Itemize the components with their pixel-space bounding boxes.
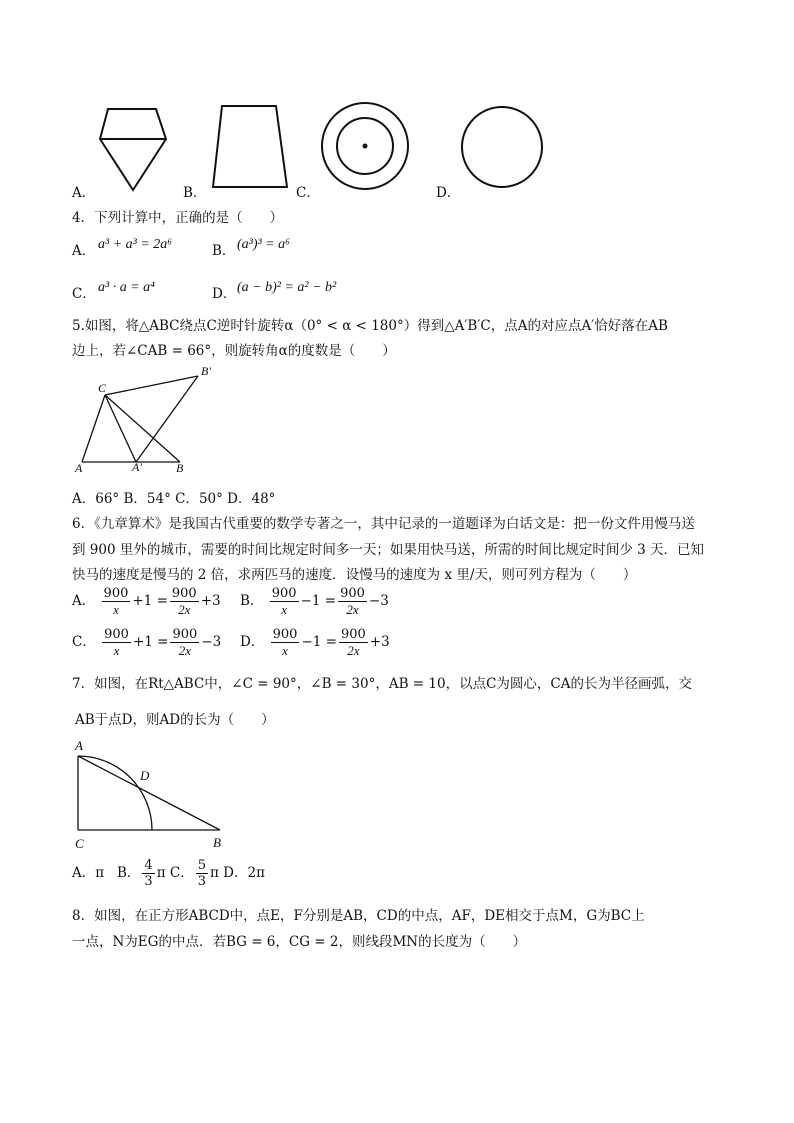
q3-option-b: B． [183,185,207,201]
q5-label-c: C [98,381,107,395]
q7-label-a: A [75,738,83,753]
q7-label-c: C [75,836,84,851]
q3-figure-c-center-dot [363,144,368,149]
q4-option-b-expr: (a³)³ = a⁶ [237,237,291,252]
q3-option-a: A． [72,185,96,201]
q3-figure-d-circle [462,107,542,187]
q4-option-b-label: B． [212,243,236,259]
q8-line1: 8．如图，在正方形ABCD中，点E，F分别是AB，CD的中点，AF，DE相交于点M，G为BC上 [72,908,645,924]
q6-option-d: D． $\frac{900}{x}$ −1 = $\frac{900}{2x}$ +3 [240,627,390,658]
q8-line2: 一点，N为EG的中点．若BG = 6，CG = 2，则线段MN的长度为（ ） [72,934,527,950]
q3-option-d: D． [436,185,461,201]
q4-option-a-expr: a³ + a³ = 2a⁶ [98,237,173,252]
q3-figure-b-trapezoid [213,106,287,187]
q4-option-c-label: C． [72,286,96,302]
q4-option-d-expr: (a − b)² = a² − b² [237,280,337,295]
q6-option-b: B． $\frac{900}{x}$ −1 = $\frac{900}{2x}$ −3 [240,586,389,617]
q4-stem: 4．下列计算中，正确的是（ ） [72,210,284,226]
q5-options: A．66° B．54° C．50° D．48° [72,491,276,507]
q5-label-b: B [176,461,184,475]
q6-option-a: A． $\frac{900}{x}$ +1 = $\frac{900}{2x}$ +3 [72,586,221,617]
q5-label-a: A [75,461,83,475]
q5-line2: 边上，若∠CAB = 66°，则旋转角α的度数是（ ） [72,343,396,359]
q3-option-c: C． [296,185,320,201]
q7-label-b: B [213,835,221,850]
q4-option-a-label: A． [72,243,96,259]
q7-label-d: D [140,768,150,783]
q7-figure [70,740,230,840]
q7-options: A．π B． $\frac{4}{3}$ π C． $\frac{5}{3}$ π D．2π [72,858,265,889]
q5-label-b-prime: B′ [201,364,211,378]
q6-line3: 快马的速度是慢马的 2 倍，求两匹马的速度．设慢马的速度为 x 里/天，则可列方程为（ ） [72,567,637,583]
q5-line1: 5.如图，将△ABC绕点C逆时针旋转α（0° < α < 180°）得到△A′B′C，点A的对应点A′恰好落在AB [72,318,668,334]
q6-option-c: C． $\frac{900}{x}$ +1 = $\frac{900}{2x}$ −3 [72,627,222,658]
q3-figure-a-gem [100,109,166,190]
q7-line1: 7．如图，在Rt△ABC中，∠C = 90°，∠B = 30°，AB = 10，以点C为圆心，CA的长为半径画弧，交 [72,676,692,692]
q6-line2: 到 900 里外的城市，需要的时间比规定时间多一天；如果用快马送，所需的时间比规定时间少 3 天．已知 [72,542,705,558]
q4-option-c-expr: a³ · a = a⁴ [98,280,156,295]
q5-label-a-prime: A′ [132,460,142,474]
q5-figure [70,362,220,477]
q6-line1: 6．《九章算术》是我国古代重要的数学专著之一，其中记录的一道题译为白话文是：把一份文件用慢马送 [72,516,695,532]
q4-option-d-label: D． [212,286,237,302]
q7-line2: AB于点D，则AD的长为（ ） [75,712,275,728]
